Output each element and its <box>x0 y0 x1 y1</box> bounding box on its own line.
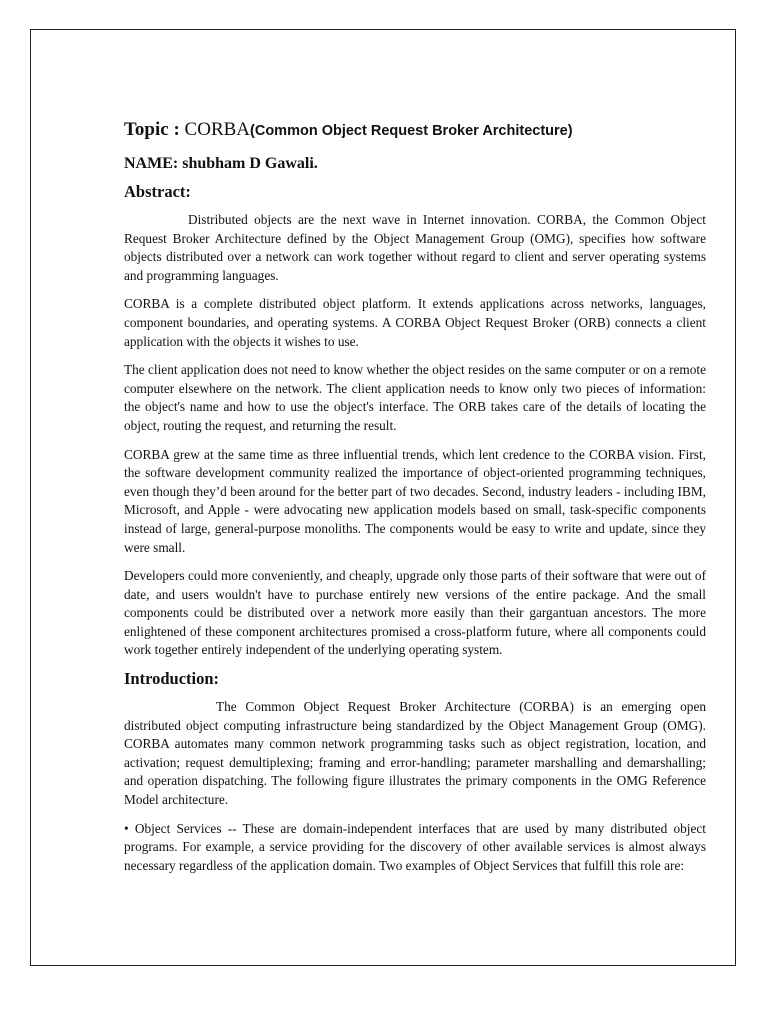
abstract-paragraph-5: Developers could more conveniently, and cheaply, upgrade only those parts of their software that were out of date, and users wouldn't have to purchase entirely new versions of the entire package. And the small components could be distributed over a network more easily than their gargantuan ancestors. The more enlightened of these component architectures promised a cross-platform future, where all components could work together entirely independent of the underlying operating system. <box>124 568 706 658</box>
introduction-heading: Introduction: <box>124 669 220 689</box>
abstract-paragraph-2: CORBA is a complete distributed object platform. It extends applications across networks, languages, component boundaries, and operating systems. A CORBA Object Request Broker (ORB) connects a client application with the objects it wishes to use. <box>124 296 706 349</box>
topic-label: Topic : <box>124 119 185 140</box>
introduction-paragraph-2: • Object Services -- These are domain-independent interfaces that are used by many distributed object programs. For example, a service providing for the discovery of other available services is almost always necessary regardless of the application domain. Two examples of Object Services that fulfill this role are: <box>124 820 706 873</box>
document-page <box>30 29 736 966</box>
introduction-paragraph-1: The Common Object Request Broker Architecture (CORBA) is an emerging open distributed object computing infrastructure being standardized by the Object Management Group (OMG). CORBA automates many common network programming tasks such as object registration, location, and activation; request demultiplexing; framing and error-handling; parameter marshalling and demarshalling; and operation dispatching. The following figure illustrates the primary components in the OMG Reference Model architecture. <box>124 699 706 808</box>
abstract-paragraph-4: CORBA grew at the same time as three influential trends, which lent credence to the CORBA vision. First, the software development community realized the importance of object-oriented programming techniques, even though they’d been around for the better part of two decades. Second, industry leaders - including IBM, Microsoft, and Apple - were advocating new application models based on small, task-specific components instead of large, general-purpose monoliths. The components would be easy to write and update, since they were small. <box>124 446 706 555</box>
abstract-paragraph-3: The client application does not need to know whether the object resides on the same computer or on a remote computer elsewhere on the network. The client application needs to know only two pieces of information: the object's name and how to use the object's interface. The ORB takes care of the details of locating the object, routing the request, and returning the result. <box>124 362 706 433</box>
topic-title: CORBA <box>184 119 251 140</box>
abstract-paragraph-1: Distributed objects are the next wave in Internet innovation. CORBA, the Common Object Request Broker Architecture defined by the Object Management Group (OMG), specifies how software objects distributed over a network can work together without regard to client and server operating systems and programming languages. <box>124 212 706 283</box>
author-name: NAME: shubham D Gawali. <box>124 155 318 172</box>
abstract-heading: Abstract: <box>124 182 191 201</box>
topic-heading <box>124 118 706 143</box>
topic-subtitle: (Common Object Request Broker Architecture) <box>250 123 573 139</box>
document-content <box>124 118 706 885</box>
